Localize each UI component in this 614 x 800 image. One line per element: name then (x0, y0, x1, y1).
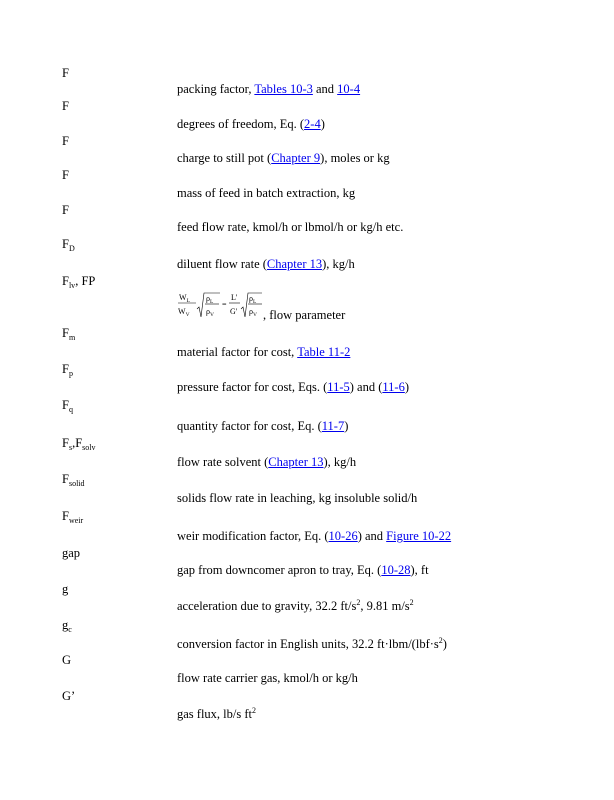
svg-text:WV: $W_V$ (178, 307, 190, 318)
def-conversion-factor: conversion factor in English units, 32.2 $ft\cdot lbm/(lbf\cdot s^2)$ (177, 636, 447, 651)
link-eq-10-26[interactable]: 10-26 (328, 529, 358, 543)
term-f-d: $F_D$ (62, 237, 75, 253)
term-f-packing: F (62, 66, 69, 80)
term-G-prime: G’ (62, 689, 76, 703)
link-chapter-13[interactable]: Chapter 13 (266, 257, 323, 271)
def-feed-flow-rate: feed flow rate, kmol/h or lbmol/h or kg/h etc. (177, 220, 404, 234)
def-flow-rate-solvent: flow rate solvent (Chapter 13), kg/h (177, 455, 357, 469)
term-g-c: $g_c$ (62, 618, 72, 634)
svg-text:ρV: $\rho_V$ (206, 307, 214, 318)
term-f-m: $F_m$ (62, 326, 76, 342)
link-tables-10-3[interactable]: Tables 10-3 (254, 82, 313, 96)
def-gravity: acceleration due to gravity, 32.2 $ft/s^2$, 9.81 $m/s^2$ (177, 598, 414, 613)
link-figure-10-22[interactable]: Figure 10-22 (386, 529, 452, 543)
link-table-10-4[interactable]: 10-4 (337, 82, 361, 96)
link-eq-10-28[interactable]: 10-28 (381, 563, 411, 577)
term-f-weir: $F_{weir}$ (62, 509, 84, 525)
svg-text:L': L' (231, 293, 238, 302)
svg-text:ρL: $\rho_L$ (206, 294, 214, 305)
def-flow-parameter: , flow parameter (263, 308, 346, 322)
def-mass-feed: mass of feed in batch extraction, kg (177, 186, 356, 200)
link-chapter-9[interactable]: Chapter 9 (271, 151, 321, 165)
link-table-11-2[interactable]: Table 11-2 (297, 345, 351, 359)
def-pressure-factor: pressure factor for cost, Eqs. (11-5) and (11-6) (177, 380, 409, 394)
term-f-s-solv: $F_s,F_{solv}$ (62, 436, 96, 452)
def-degrees-of-freedom: degrees of freedom, Eq. (2-4) (177, 117, 325, 131)
def-packing-factor: packing factor, Tables 10-3 and 10-4 (177, 82, 361, 96)
term-g: g (62, 582, 69, 596)
term-f-degrees: F (62, 99, 69, 113)
link-eq-2-4[interactable]: 2-4 (304, 117, 321, 131)
def-gas-flux: gas flux, lb/s $ft^2$ (177, 706, 256, 721)
svg-text:ρV: $\rho_V$ (249, 307, 257, 318)
link-eq-11-5[interactable]: 11-5 (327, 380, 350, 394)
term-f-q: $F_q$ (62, 398, 73, 414)
def-material-factor: material factor for cost, Table 11-2 (177, 345, 351, 359)
link-chapter-13-solvent[interactable]: Chapter 13 (268, 455, 324, 469)
def-weir-modification: weir modification factor, Eq. (10-26) and Figure 10-22 (177, 529, 452, 543)
svg-text:WL: $W_L$ (179, 293, 190, 304)
term-G: G (62, 653, 72, 667)
def-charge-still-pot: charge to still pot (Chapter 9), moles or kg (177, 151, 390, 165)
svg-text:ρL: $\rho_L$ (249, 294, 257, 305)
term-f-solid: $F_{solid}$ (62, 472, 85, 488)
term-f-charge: F (62, 134, 69, 148)
def-diluent-flow-rate: diluent flow rate (Chapter 13), kg/h (177, 257, 355, 271)
def-carrier-gas: flow rate carrier gas, kmol/h or kg/h (177, 671, 358, 685)
flow-parameter-formula (177, 290, 263, 320)
term-f-mass-feed: F (62, 168, 69, 182)
svg-text:=: = (222, 300, 227, 309)
term-gap: gap (62, 546, 81, 560)
term-f-lv: $F_{lv}$, FP (62, 274, 96, 290)
link-eq-11-6[interactable]: 11-6 (382, 380, 405, 394)
def-quantity-factor: quantity factor for cost, Eq. (11-7) (177, 419, 349, 433)
svg-text:G': G' (230, 307, 238, 316)
link-eq-11-7[interactable]: 11-7 (321, 419, 345, 433)
def-solids-flow-rate: solids flow rate in leaching, kg insoluble solid/h (177, 491, 418, 505)
term-f-p: $F_p$ (62, 362, 73, 378)
term-f-feed-rate: F (62, 203, 69, 217)
def-gap: gap from downcomer apron to tray, Eq. (10-28), ft (177, 563, 429, 577)
